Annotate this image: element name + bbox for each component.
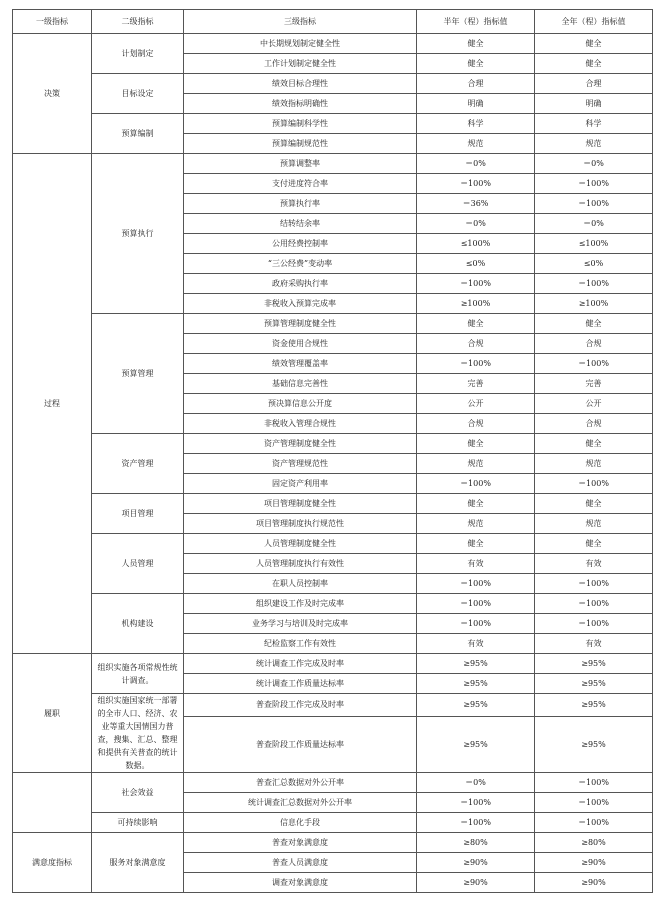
full-year-value: ≥100% xyxy=(535,294,653,314)
table-row xyxy=(13,74,653,94)
level3-indicator: 统计调查工作质量达标率 xyxy=(184,674,417,694)
full-year-value: ≤100% xyxy=(535,234,653,254)
level2-indicator: 机构建设 xyxy=(92,594,184,654)
half-year-value: ≤100% xyxy=(417,234,535,254)
half-year-value: 健全 xyxy=(417,314,535,334)
level3-indicator: 组织建设工作及时完成率 xyxy=(184,594,417,614)
full-year-value: ＝100% xyxy=(535,474,653,494)
half-year-value: ≥80% xyxy=(417,833,535,853)
level3-indicator: 绩效指标明确性 xyxy=(184,94,417,114)
half-year-value: ≥95% xyxy=(417,716,535,772)
level2-indicator: 资产管理 xyxy=(92,434,184,494)
half-year-value: 有效 xyxy=(417,634,535,654)
full-year-value: 健全 xyxy=(535,314,653,334)
half-year-value: ＝100% xyxy=(417,274,535,294)
level3-indicator: 预算管理制度健全性 xyxy=(184,314,417,334)
table-row xyxy=(13,494,653,514)
full-year-value: ≥95% xyxy=(535,716,653,772)
level2-indicator: 社会效益 xyxy=(92,773,184,813)
half-year-value: 健全 xyxy=(417,54,535,74)
level3-indicator: 预算调整率 xyxy=(184,154,417,174)
level3-indicator: 绩效目标合理性 xyxy=(184,74,417,94)
full-year-value: ≤0% xyxy=(535,254,653,274)
level3-indicator: 统计调查汇总数据对外公开率 xyxy=(184,793,417,813)
level3-indicator: 预算编制科学性 xyxy=(184,114,417,134)
half-year-value: 公开 xyxy=(417,394,535,414)
level3-indicator: 业务学习与培训及时完成率 xyxy=(184,614,417,634)
full-year-value: 科学 xyxy=(535,114,653,134)
level3-indicator: 在职人员控制率 xyxy=(184,574,417,594)
full-year-value: 有效 xyxy=(535,634,653,654)
half-year-value: ＝0% xyxy=(417,214,535,234)
half-year-value: 健全 xyxy=(417,34,535,54)
full-year-value: ＝100% xyxy=(535,574,653,594)
full-year-value: ＝100% xyxy=(535,354,653,374)
table-header-row xyxy=(13,10,653,34)
half-year-value: 合规 xyxy=(417,334,535,354)
half-year-value: ≥95% xyxy=(417,654,535,674)
level3-indicator: 纪检监察工作有效性 xyxy=(184,634,417,654)
level2-indicator: 可持续影响 xyxy=(92,813,184,833)
full-year-value: ≥80% xyxy=(535,833,653,853)
half-year-value: ≥95% xyxy=(417,694,535,717)
half-year-value: 健全 xyxy=(417,494,535,514)
level3-indicator: 普查汇总数据对外公开率 xyxy=(184,773,417,793)
full-year-value: ＝100% xyxy=(535,174,653,194)
half-year-value: ＝36% xyxy=(417,194,535,214)
half-year-value: 明确 xyxy=(417,94,535,114)
level3-indicator: 绩效管理覆盖率 xyxy=(184,354,417,374)
table-row xyxy=(13,114,653,134)
full-year-value: 公开 xyxy=(535,394,653,414)
full-year-value: ＝100% xyxy=(535,793,653,813)
level3-indicator: 资金使用合规性 xyxy=(184,334,417,354)
full-year-value: ≥90% xyxy=(535,853,653,873)
level3-indicator: 统计调查工作完成及时率 xyxy=(184,654,417,674)
level3-indicator: 资产管理制度健全性 xyxy=(184,434,417,454)
half-year-value: ＝100% xyxy=(417,574,535,594)
level2-indicator: 组织实施国家统一部署的全市人口、经济、农业等重大国情国力普查，搜集、汇总、整理和提供有关普查的统计数据。 xyxy=(92,694,184,773)
level3-indicator: 预算执行率 xyxy=(184,194,417,214)
table-row xyxy=(13,773,653,793)
full-year-value: 健全 xyxy=(535,434,653,454)
level2-indicator: 目标设定 xyxy=(92,74,184,114)
level3-indicator: 基础信息完善性 xyxy=(184,374,417,394)
full-year-value: 合理 xyxy=(535,74,653,94)
half-year-value: 合规 xyxy=(417,414,535,434)
header-full-year-value: 全年（程）指标值 xyxy=(535,10,653,34)
full-year-value: ＝100% xyxy=(535,614,653,634)
full-year-value: ＝100% xyxy=(535,773,653,793)
level3-indicator: 调查对象满意度 xyxy=(184,873,417,893)
level3-indicator: 人员管理制度健全性 xyxy=(184,534,417,554)
level2-indicator: 计划制定 xyxy=(92,34,184,74)
level3-indicator: 预决算信息公开度 xyxy=(184,394,417,414)
half-year-value: 健全 xyxy=(417,534,535,554)
level2-indicator: 人员管理 xyxy=(92,534,184,594)
level3-indicator: 非税收入管理合规性 xyxy=(184,414,417,434)
indicator-table-container xyxy=(12,9,653,893)
level3-indicator: 人员管理制度执行有效性 xyxy=(184,554,417,574)
header-level2: 二级指标 xyxy=(92,10,184,34)
full-year-value: 合规 xyxy=(535,334,653,354)
full-year-value: 完善 xyxy=(535,374,653,394)
level3-indicator: 普查阶段工作质量达标率 xyxy=(184,716,417,772)
level3-indicator: 固定资产利用率 xyxy=(184,474,417,494)
half-year-value: 有效 xyxy=(417,554,535,574)
level3-indicator: 普查阶段工作完成及时率 xyxy=(184,694,417,717)
full-year-value: 规范 xyxy=(535,454,653,474)
table-row xyxy=(13,833,653,853)
full-year-value: 健全 xyxy=(535,54,653,74)
level3-indicator: 工作计划制定健全性 xyxy=(184,54,417,74)
level3-indicator: 资产管理规范性 xyxy=(184,454,417,474)
half-year-value: ≥90% xyxy=(417,853,535,873)
level1-indicator: 满意度指标 xyxy=(13,833,92,893)
full-year-value: ≥95% xyxy=(535,654,653,674)
table-row xyxy=(13,314,653,334)
level2-indicator: 项目管理 xyxy=(92,494,184,534)
full-year-value: ＝100% xyxy=(535,594,653,614)
level3-indicator: 非税收入预算完成率 xyxy=(184,294,417,314)
full-year-value: 健全 xyxy=(535,534,653,554)
full-year-value: 明确 xyxy=(535,94,653,114)
half-year-value: ＝100% xyxy=(417,174,535,194)
table-row xyxy=(13,694,653,717)
table-row xyxy=(13,594,653,614)
table-row xyxy=(13,534,653,554)
half-year-value: ＝0% xyxy=(417,154,535,174)
half-year-value: 科学 xyxy=(417,114,535,134)
half-year-value: ＝100% xyxy=(417,474,535,494)
full-year-value: 健全 xyxy=(535,494,653,514)
level1-indicator: 过程 xyxy=(13,154,92,654)
level2-indicator: 组织实施各项常规性统计调查。 xyxy=(92,654,184,694)
full-year-value: 健全 xyxy=(535,34,653,54)
level1-indicator xyxy=(13,773,92,833)
full-year-value: ＝100% xyxy=(535,274,653,294)
level1-indicator: 决策 xyxy=(13,34,92,154)
level3-indicator: 普查人员满意度 xyxy=(184,853,417,873)
half-year-value: 合理 xyxy=(417,74,535,94)
half-year-value: ≥90% xyxy=(417,873,535,893)
half-year-value: ≤0% xyxy=(417,254,535,274)
level3-indicator: 信息化手段 xyxy=(184,813,417,833)
level3-indicator: 中长期规划制定健全性 xyxy=(184,34,417,54)
half-year-value: 规范 xyxy=(417,514,535,534)
full-year-value: ＝0% xyxy=(535,154,653,174)
full-year-value: ＝100% xyxy=(535,813,653,833)
table-row xyxy=(13,34,653,54)
header-half-year-value: 半年（程）指标值 xyxy=(417,10,535,34)
half-year-value: ＝100% xyxy=(417,614,535,634)
full-year-value: 规范 xyxy=(535,514,653,534)
half-year-value: 完善 xyxy=(417,374,535,394)
half-year-value: ＝100% xyxy=(417,813,535,833)
full-year-value: ≥90% xyxy=(535,873,653,893)
header-level1: 一级指标 xyxy=(13,10,92,34)
level3-indicator: 结转结余率 xyxy=(184,214,417,234)
half-year-value: ＝0% xyxy=(417,773,535,793)
header-level3: 三级指标 xyxy=(184,10,417,34)
half-year-value: 规范 xyxy=(417,454,535,474)
level2-indicator: 服务对象满意度 xyxy=(92,833,184,893)
half-year-value: 健全 xyxy=(417,434,535,454)
level3-indicator: 支付进度符合率 xyxy=(184,174,417,194)
level3-indicator: “三公经费”变动率 xyxy=(184,254,417,274)
half-year-value: ＝100% xyxy=(417,594,535,614)
full-year-value: ＝0% xyxy=(535,214,653,234)
table-row xyxy=(13,154,653,174)
table-body xyxy=(13,34,653,893)
level2-indicator: 预算执行 xyxy=(92,154,184,314)
level2-indicator: 预算管理 xyxy=(92,314,184,434)
half-year-value: ＝100% xyxy=(417,793,535,813)
half-year-value: ≥100% xyxy=(417,294,535,314)
full-year-value: ≥95% xyxy=(535,674,653,694)
table-row xyxy=(13,813,653,833)
half-year-value: ≥95% xyxy=(417,674,535,694)
level3-indicator: 普查对象满意度 xyxy=(184,833,417,853)
level3-indicator: 项目管理制度健全性 xyxy=(184,494,417,514)
performance-indicator-table xyxy=(12,9,653,893)
level1-indicator: 履职 xyxy=(13,654,92,773)
table-row xyxy=(13,654,653,674)
full-year-value: 有效 xyxy=(535,554,653,574)
full-year-value: ＝100% xyxy=(535,194,653,214)
full-year-value: 合规 xyxy=(535,414,653,434)
half-year-value: 规范 xyxy=(417,134,535,154)
level3-indicator: 政府采购执行率 xyxy=(184,274,417,294)
level3-indicator: 公用经费控制率 xyxy=(184,234,417,254)
table-row xyxy=(13,434,653,454)
level3-indicator: 预算编制规范性 xyxy=(184,134,417,154)
level2-indicator: 预算编制 xyxy=(92,114,184,154)
full-year-value: ≥95% xyxy=(535,694,653,717)
half-year-value: ＝100% xyxy=(417,354,535,374)
full-year-value: 规范 xyxy=(535,134,653,154)
level3-indicator: 项目管理制度执行规范性 xyxy=(184,514,417,534)
